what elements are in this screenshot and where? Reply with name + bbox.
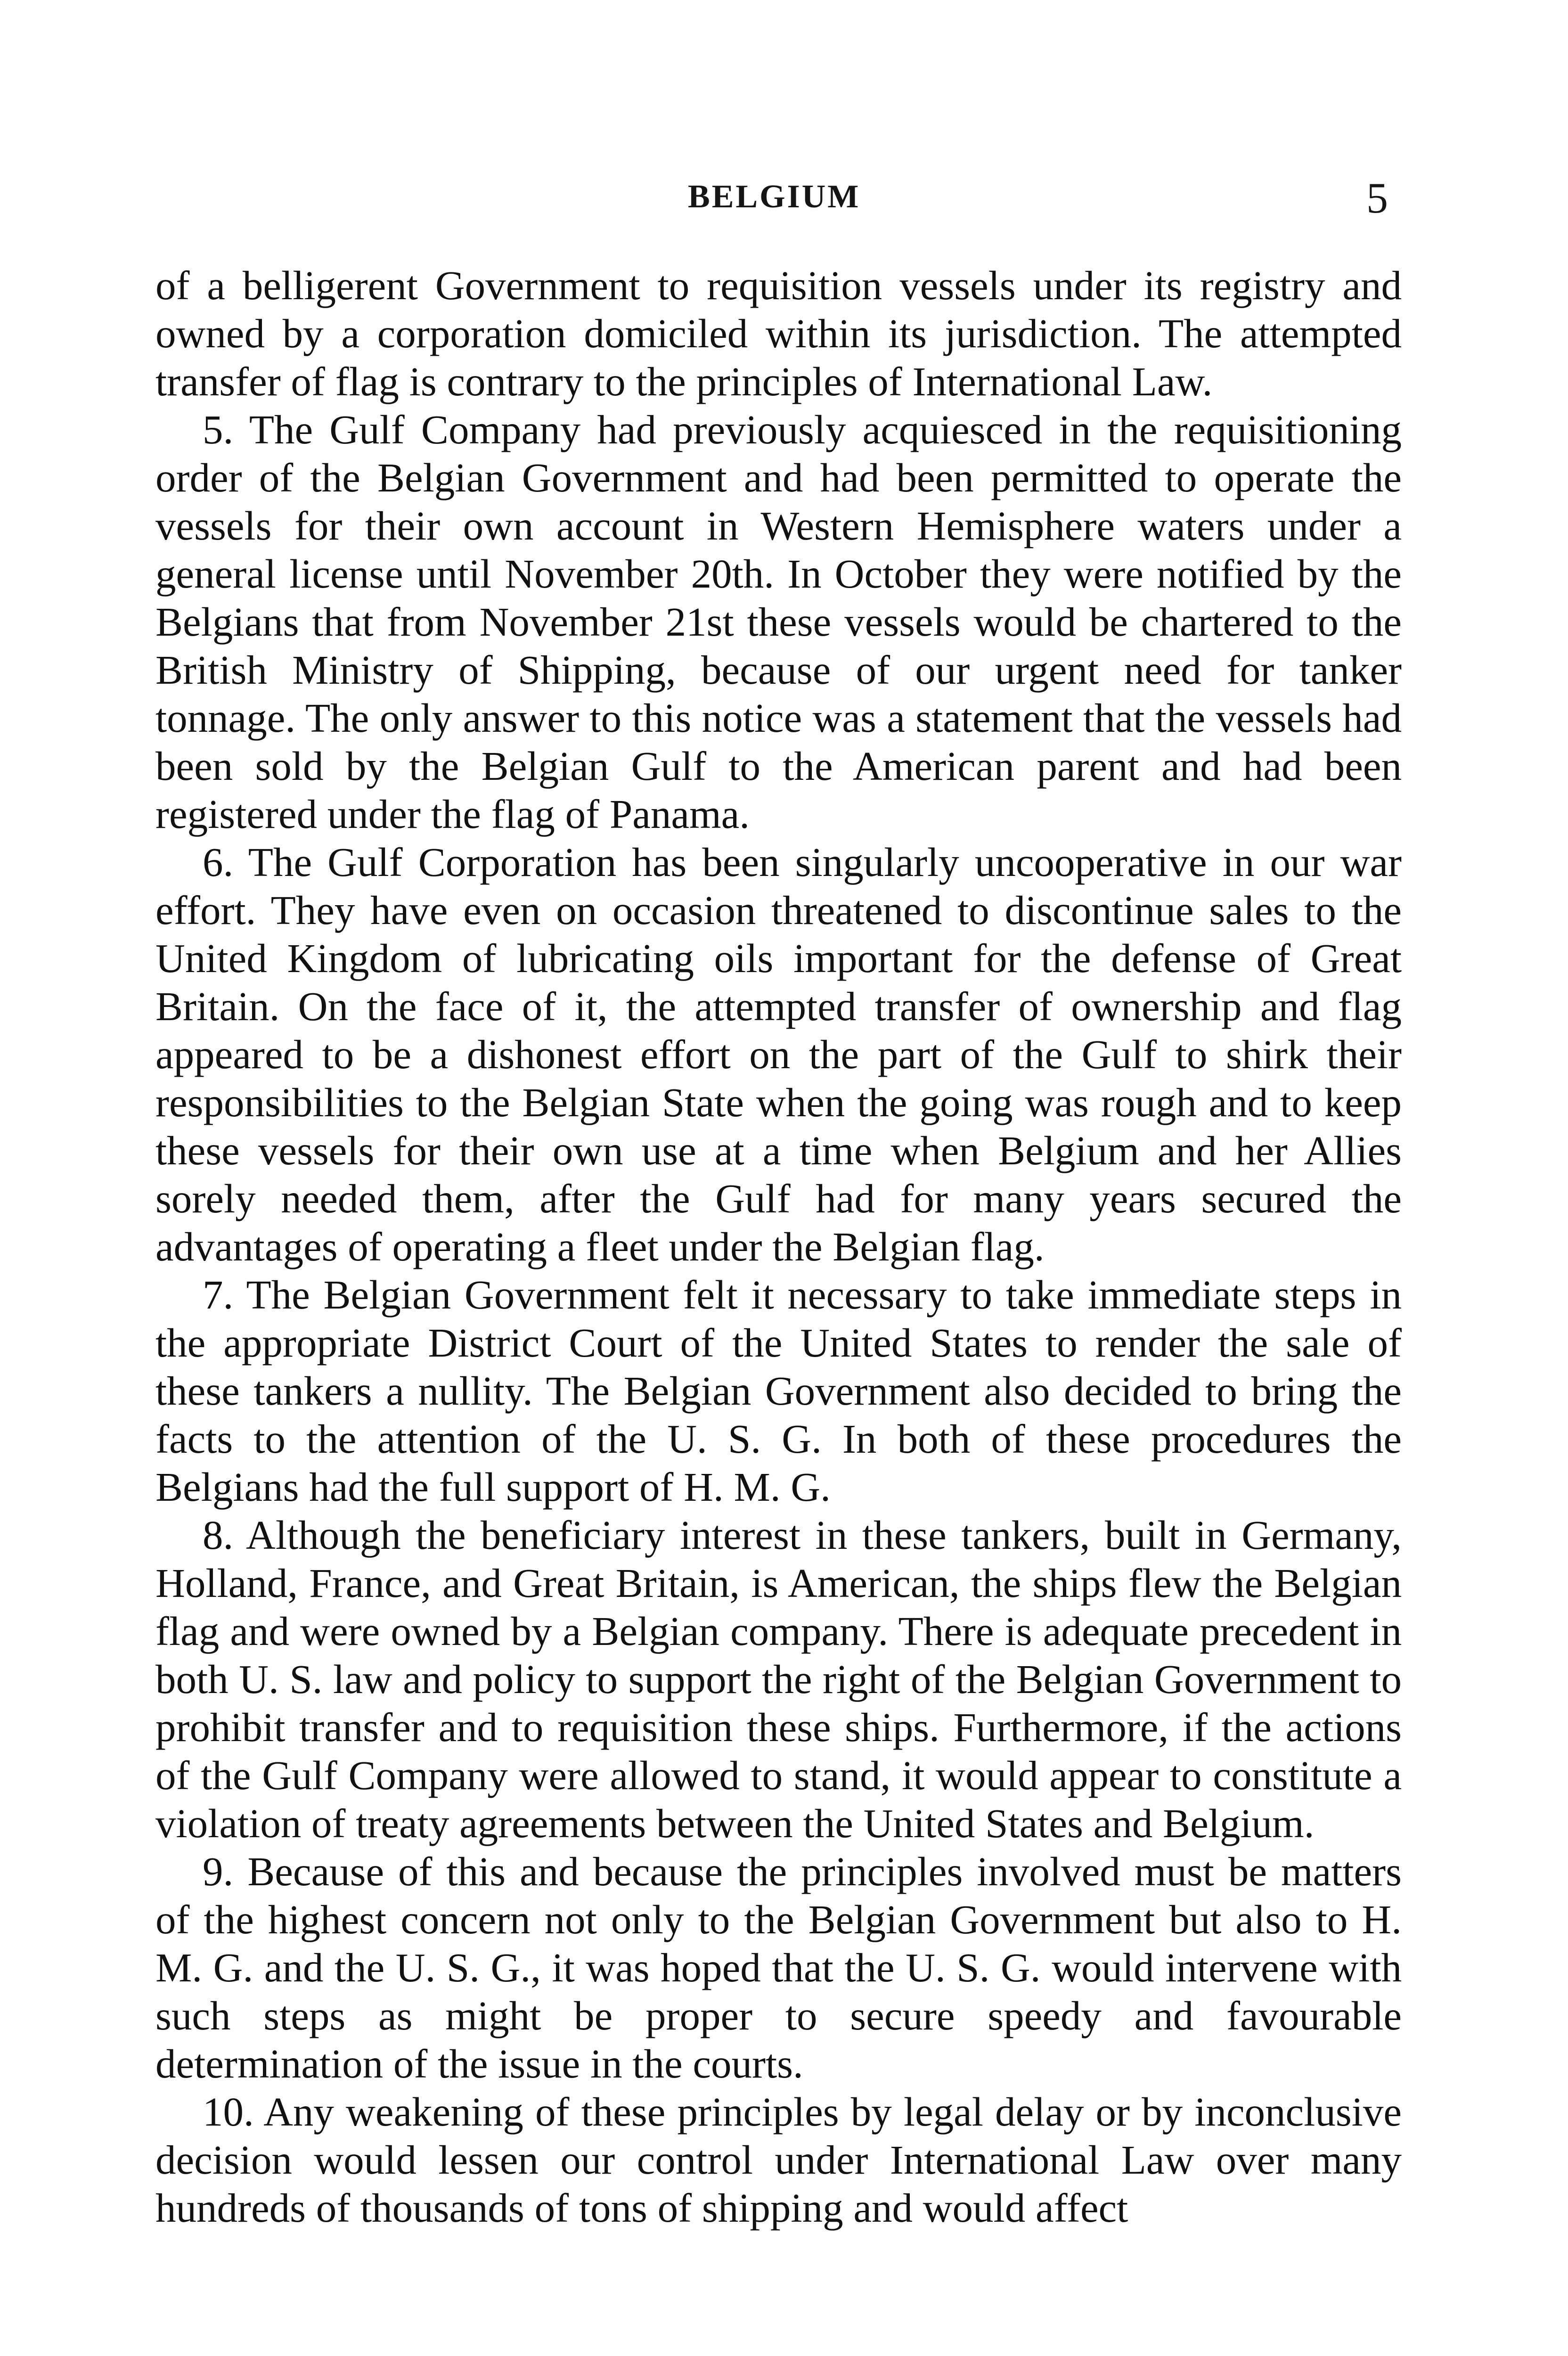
body-text xyxy=(155,262,1402,2232)
page-number: 5 xyxy=(1366,174,1388,222)
running-head: BELGIUM xyxy=(688,179,861,215)
paragraph-7: 7. The Belgian Government felt it necessary to take immediate steps in the appropriate District Court of the United States to render the sale of these tankers a nullity. The Belgian Government also decided to bring the facts to the attention of the U. S. G. In both of these procedures the Belgians had the full support of H. M. G. xyxy=(155,1272,1402,1510)
paragraph-6: 6. The Gulf Corporation has been singularly uncooperative in our war effort. They have even on occasion threatened to discontinue sales to the United Kingdom of lubricating oils important for the defense of Great Britain. On the face of it, the attempted transfer of ownership and flag appeared to be a dishonest effort on the part of the Gulf to shirk their responsibilities to the Belgian State when the going was rough and to keep these vessels for their own use at a time when Belgium and her Allies sorely needed them, after the Gulf had for many years secured the advantages of operating a fleet under the Belgian flag. xyxy=(155,839,1402,1269)
paragraph-8: 8. Although the beneficiary interest in these tankers, built in Germany, Holland, France, and Great Britain, is American, the ships flew the Belgian flag and were owned by a Belgian company. There is adequate precedent in both U. S. law and policy to support the right of the Belgian Government to prohibit transfer and to requisition these ships. Furthermore, if the actions of the Gulf Company were allowed to stand, it would appear to constitute a violation of treaty agreements between the United States and Belgium. xyxy=(155,1512,1402,1846)
paragraph-10: 10. Any weakening of these principles by legal delay or by inconclusive decision would lessen our control under International Law over many hundreds of thousands of tons of shipping and would affect xyxy=(155,2089,1402,2231)
paragraph-5: 5. The Gulf Company had previously acquiesced in the requisitioning order of the Belgian Government and had been permitted to operate the vessels for their own account in Western Hemisphere waters under a general license until November 20th. In October they were notified by the Belgians that from November 21st these vessels would be chartered to the British Ministry of Shipping, because of our urgent need for tanker tonnage. The only answer to this notice was a statement that the vessels had been sold by the Belgian Gulf to the American parent and had been registered under the flag of Panama. xyxy=(155,407,1402,837)
paragraph-continuation: of a belligerent Government to requisition vessels under its registry and owned by a corporation domiciled within its jurisdiction. The attempted transfer of flag is contrary to the principles of International Law. xyxy=(155,262,1402,404)
paragraph-9: 9. Because of this and because the principles involved must be matters of the highest concern not only to the Belgian Government but also to H. M. G. and the U. S. G., it was hoped that the U. S. G. would intervene with such steps as might be proper to secure speedy and favourable determination of the issue in the courts. xyxy=(155,1849,1402,2086)
